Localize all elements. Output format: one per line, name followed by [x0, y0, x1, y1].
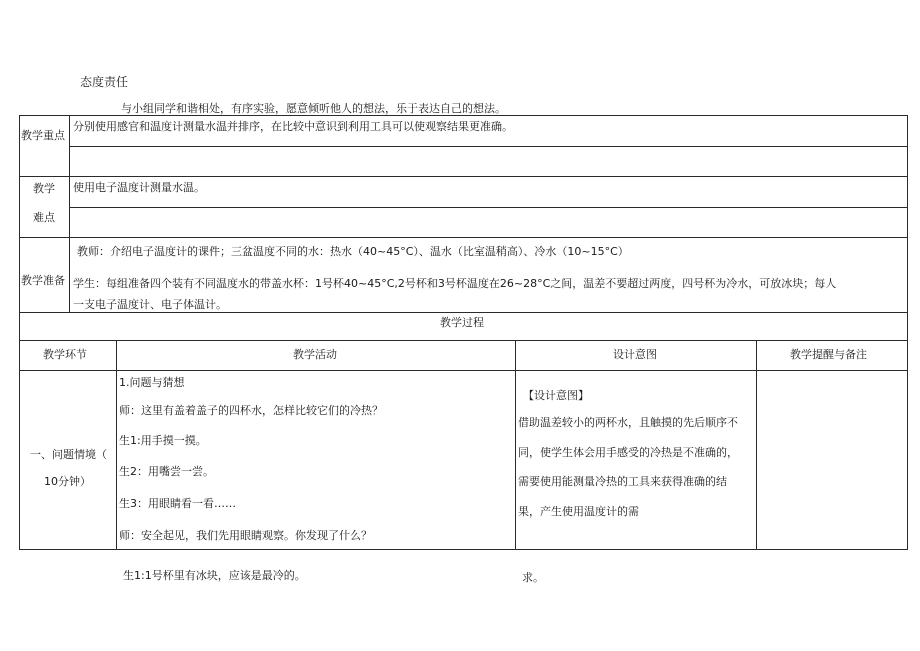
row-divider — [69, 207, 908, 208]
table-border-right — [907, 115, 908, 550]
design-intent-line: 需要使用能测量冷热的工具来获得准确的结 — [518, 475, 727, 488]
stage-label-line2: 10分钟） — [44, 475, 91, 488]
attitude-text: 与小组同学和谐相处，有序实验，愿意倾听他人的想法，乐于表达自己的想法。 — [121, 102, 506, 115]
preparation-label: 教学准备 — [21, 274, 65, 287]
column-header-intent: 设计意图 — [613, 348, 657, 361]
preparation-student-line1: 学生：每组准备四个装有不同温度水的带盖水杯：1号杯40~45°C,2号杯和3号杯温度在26~28°C之间，温差不要超过两度，四号杯为冷水，可放冰块；每人 — [73, 277, 837, 290]
row-divider — [19, 370, 908, 371]
activity-line: 师：安全起见，我们先用眼睛观察。你发现了什么？ — [119, 529, 372, 542]
design-intent-line: 果，产生使用温度计的需 — [518, 505, 639, 518]
activity-line: 生3：用眼睛看一看…… — [119, 497, 236, 510]
column-divider — [756, 340, 757, 550]
table-border-top — [19, 115, 908, 116]
column-divider — [116, 340, 117, 550]
row-divider — [19, 340, 908, 341]
design-intent-line: 同，使学生体会用手感受的冷热是不准确的， — [518, 446, 738, 459]
preparation-student-line2: 一支电子温度计、电子体温计。 — [73, 298, 227, 311]
column-divider — [515, 340, 516, 550]
design-intent-title: 【设计意图】 — [523, 389, 589, 402]
table-border-left — [19, 115, 20, 550]
design-intent-line: 借助温差较小的两杯水，且触摸的先后顺序不 — [518, 416, 738, 429]
footer-left-text: 生1:1号杯里有冰块，应该是最冷的。 — [123, 569, 306, 582]
difficulties-content: 使用电子温度计测量水温。 — [73, 181, 205, 194]
row-divider — [19, 312, 908, 313]
column-header-notes: 教学提醒与备注 — [790, 348, 867, 361]
column-header-stage: 教学环节 — [43, 348, 87, 361]
row-divider — [19, 237, 908, 238]
activity-line: 生1:用手摸一摸。 — [119, 434, 207, 447]
stage-label-line1: 一、问题情境（ — [30, 448, 107, 461]
key-points-label: 教学重点 — [21, 129, 65, 142]
activity-line: 生2：用嘴尝一尝。 — [119, 465, 214, 478]
difficulties-label-line2: 难点 — [33, 211, 55, 224]
row-divider — [69, 146, 908, 147]
label-column-divider — [69, 115, 70, 312]
activity-line: 师：这里有盖着盖子的四杯水，怎样比较它们的冷热？ — [119, 404, 383, 417]
column-header-activity: 教学活动 — [293, 348, 337, 361]
difficulties-label-line1: 教学 — [33, 182, 55, 195]
process-title: 教学过程 — [440, 316, 484, 329]
activity-line: 1.问题与猜想 — [119, 376, 185, 389]
table-border-bottom — [19, 549, 908, 550]
preparation-teacher: 教师：介绍电子温度计的课件；三盆温度不同的水：热水（40~45°C）、温水（比室温稍高）、冷水（10~15°C） — [77, 245, 629, 258]
section-heading: 态度责任 — [80, 75, 129, 89]
row-divider — [19, 176, 908, 177]
key-points-content: 分别使用感官和温度计测量水温并排序，在比较中意识到利用工具可以使观察结果更准确。 — [73, 120, 513, 133]
footer-right-text: 求。 — [522, 571, 544, 584]
